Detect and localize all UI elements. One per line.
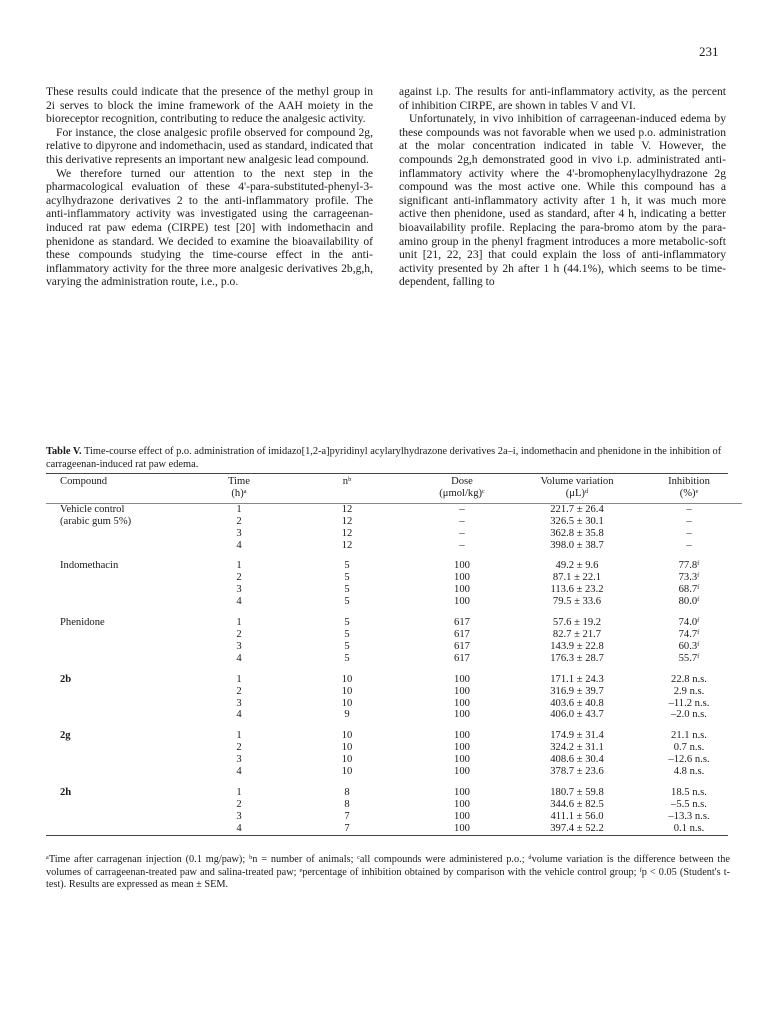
paragraph: against i.p. The results for anti-inflammatory activity, as the percent of inhibition CIRPE, are shown in tables V and VI. [399,85,726,112]
table-cell [46,799,190,811]
table-cell: 617 [454,640,470,652]
data-table [46,474,742,835]
table-caption [46,446,728,471]
table-cell: 4 [236,596,242,608]
header-cell: Inhibition (%)ᵉ [668,476,710,499]
table-row [46,653,742,665]
paragraph: For instance, the close analgesic profile observed for compound 2g, relative to dipyrone and indomethacin, used as standard, indicated that this derivative represents an important new analgesic lead compound. [46,125,373,166]
table-cell: 403.6 ± 40.8 [550,697,604,709]
table-cell: 5 [344,617,350,629]
table-row [46,584,742,596]
table-row [46,504,742,516]
table-row [46,516,742,528]
table-cell: – [459,527,465,539]
table-cell: 4 [236,822,242,834]
table-cell: 2 [236,515,242,527]
table-cell: 2h [60,786,72,798]
table-cell: 8 [344,786,350,798]
body-text [46,85,726,289]
table-cell: 10 [341,685,353,697]
header-cell: nᵇ [342,476,352,487]
table-cell: 171.1 ± 24.3 [550,673,604,685]
table-cell: 1 [236,673,242,685]
table-header [46,474,742,504]
paragraph: These results could indicate that the presence of the methyl group in 2i serves to block the imine framework of the AAH moiety in the bioreceptor recognition, contributing to reduce the analgesic activity. [46,85,373,126]
table-cell: 21.1 n.s. [671,730,707,742]
table-cell: 100 [454,709,470,721]
table-cell: 1 [236,786,242,798]
table-cell [46,742,190,754]
header-cell: Volume variation (μL)ᵈ [540,476,614,499]
table-cell: 2g [60,730,71,742]
table-body [46,504,742,835]
table-cell: 60.3ᶠ [678,640,700,652]
table-cell: 397.4 ± 52.2 [550,822,604,834]
table-cell: 57.6 ± 19.2 [552,617,602,629]
table-bottom-rule [46,835,728,836]
table-cell [46,766,190,778]
table-cell: 398.0 ± 38.7 [550,539,604,551]
table-cell: 174.9 ± 31.4 [550,730,604,742]
table-row [46,698,742,710]
table-cell: 176.3 ± 28.7 [550,652,604,664]
table-cell: 100 [454,810,470,822]
table-cell: 5 [344,584,350,596]
table-cell: 77.8ᶠ [678,560,700,572]
table-cell: 113.6 ± 23.2 [550,584,604,596]
table-cell: Indomethacin [60,560,119,572]
table-cell [46,698,190,710]
table-cell: 7 [344,810,350,822]
table-cell: 10 [341,766,353,778]
table-cell [46,641,190,653]
table-row [46,811,742,823]
table-cell: 1 [236,617,242,629]
table-cell: 4 [236,709,242,721]
table-cell: 12 [341,515,353,527]
table-cell: 5 [344,560,350,572]
table-cell: 87.1 ± 22.1 [552,572,602,584]
table-cell: 12 [341,539,353,551]
table-row [46,778,742,799]
left-column [46,85,373,289]
table-cell: 3 [236,697,242,709]
table-cell: 100 [454,572,470,584]
table-cell: –13.3 n.s. [668,810,710,822]
header-cell: Time (h)ᵃ [228,476,250,499]
table-row [46,641,742,653]
table-cell: 18.5 n.s. [671,786,707,798]
table-cell: 5 [344,652,350,664]
table-cell: 79.5 ± 33.6 [552,596,602,608]
header-cell: Compound [60,476,108,487]
table-cell: 2 [236,628,242,640]
paragraph: We therefore turned our attention to the next step in the pharmacological evaluation of these 4'-para-substituted-phenyl-3-acylhydrazone derivatives 2 to the anti-inflammatory profile. The anti-inflammatory activity was investigated using the carrageenan-induced rat paw edema (CIRPE) test [20] with indomethacin and phenidone as standard. We decided to examine the bioavailability of these compounds studying the time-course effect in the anti-inflammatory activity for the three more analgesic derivatives 2b,g,h, varying the administration route, i.e., p.o. [46,166,373,289]
table-cell: 100 [454,697,470,709]
table-cell: 4 [236,652,242,664]
table-footnote: ᵃTime after carragenan injection (0.1 mg/paw); ᵇn = number of animals; ᶜall compounds were administered p.o.; ᵈvolume variation is the difference between the volumes of carrageenan-treated paw and salina-treated paw; ᵉpercentage of inhibition obtained by comparison with the vehicle control group; ᶠp < 0.05 (Student's t-test). Results are expressed as mean ± SEM. [46,854,730,891]
table-cell: 4.8 n.s. [673,766,705,778]
table-cell [46,686,190,698]
table-cell: 1 [236,730,242,742]
table-cell: 100 [454,822,470,834]
table-cell: 10 [341,730,353,742]
table-cell: 10 [341,754,353,766]
table-cell: 5 [344,640,350,652]
table-row [46,823,742,835]
table-cell: Vehicle control [60,503,125,515]
table-row [46,540,742,552]
table-cell: 3 [236,527,242,539]
table-cell: 3 [236,754,242,766]
table-row [46,551,742,572]
table-cell: – [459,515,465,527]
table-cell: 49.2 ± 9.6 [555,560,599,572]
table-cell: 3 [236,584,242,596]
table-cell: 100 [454,754,470,766]
table-cell: 100 [454,685,470,697]
table-cell: 617 [454,628,470,640]
paragraph: Unfortunately, in vivo inhibition of carrageenan-induced edema by these compounds was not favorable when we used p.o. administration at the molar concentration indicated in table V. However, the compounds 2g,h demonstrated good in vivo i.p. administrated anti-inflammatory activity where the 4'-bromophenylacylhydrazone 2g compound was the most active one. While this compound has a significant anti-inflammatory activity after 1 h, it was much more active then phenidone, used as standard, after 4 h, indicating a better bioavailability profile. Replacing the para-bromo atom by the para-amino group in the phenyl fragment introduces a more metabolic-soft unit [21, 22, 23] that could explain the loss of anti-inflammatory activity presented by 2h after 1 h (44.1%), which seems to be time-dependent, falling to [399,112,726,289]
table-cell: 82.7 ± 21.7 [552,628,602,640]
table-cell: 344.6 ± 82.5 [550,798,604,810]
page-number: 231 [699,44,719,59]
table-cell: 100 [454,798,470,810]
table-cell: 73.3ᶠ [678,572,700,584]
table-cell: (arabic gum 5%) [60,515,132,527]
table-cell: 3 [236,640,242,652]
table-cell: 74.0ᶠ [678,617,700,629]
table-cell: 80.0ᶠ [678,596,700,608]
table-row [46,766,742,778]
table-cell [46,653,190,665]
table-cell: Phenidone [60,617,105,629]
table-row [46,721,742,742]
table-cell: 55.7ᶠ [678,652,700,664]
header-cell: Dose (μmol/kg)ᶜ [439,476,485,499]
table-cell: 143.9 ± 22.8 [550,640,604,652]
table-cell: 9 [344,709,350,721]
table-cell [46,754,190,766]
table-cell: –2.0 n.s. [671,709,707,721]
table-cell [46,596,190,608]
table-cell: 617 [454,652,470,664]
table-row [46,754,742,766]
table-cell: 5 [344,596,350,608]
table-cell: 74.7ᶠ [678,628,700,640]
table-cell [46,572,190,584]
table-cell: 406.0 ± 43.7 [550,709,604,721]
table-row [46,742,742,754]
table-cell: 100 [454,730,470,742]
table-cell: 100 [454,596,470,608]
table-cell: 316.9 ± 39.7 [550,685,604,697]
table-cell: 2 [236,685,242,697]
table-cell [46,709,190,721]
table-cell [46,528,190,540]
table-header-row [46,474,742,503]
table-row [46,528,742,540]
table-cell: – [686,539,692,551]
table-cell: 8 [344,798,350,810]
table-cell: 408.6 ± 30.4 [550,754,604,766]
table-cell: 100 [454,584,470,596]
table-row [46,629,742,641]
table-cell: 617 [454,617,470,629]
table-cell: 1 [236,503,242,515]
table-cell: 100 [454,742,470,754]
table-cell: 10 [341,697,353,709]
table-cell: – [686,503,692,515]
table-cell: 362.8 ± 35.8 [550,527,604,539]
table-cell: 3 [236,810,242,822]
table-cell: 0.1 n.s. [673,822,705,834]
table-cell: 2 [236,742,242,754]
table-cell: 10 [341,742,353,754]
table-cell [46,811,190,823]
table-cell: 180.7 ± 59.8 [550,786,604,798]
table-row [46,799,742,811]
table-row [46,572,742,584]
table-cell: 221.7 ± 26.4 [550,503,604,515]
table-cell: 324.2 ± 31.1 [550,742,604,754]
table-cell [46,823,190,835]
table-cell: 22.8 n.s. [671,673,707,685]
table-cell: 5 [344,628,350,640]
table-cell: 2b [60,673,72,685]
table-cell: 5 [344,572,350,584]
table-cell: – [686,527,692,539]
table-cell: 12 [341,527,353,539]
table-cell: 378.7 ± 23.6 [550,766,604,778]
table-cell: 100 [454,766,470,778]
table-cell: – [686,515,692,527]
right-column [399,85,726,289]
table-cell: – [459,539,465,551]
table-cell: 68.7ᶠ [678,584,700,596]
table-cell: 1 [236,560,242,572]
table-row [46,596,742,608]
table-cell: –5.5 n.s. [671,798,707,810]
table-cell [46,584,190,596]
table-cell [46,629,190,641]
table-cell: 7 [344,822,350,834]
table-cell: 326.5 ± 30.1 [550,515,604,527]
table-cell: 4 [236,539,242,551]
data-table-container [46,473,728,836]
table-cell: 2 [236,572,242,584]
table-cell: 10 [341,673,353,685]
table-label: Table V. [46,446,82,457]
table-cell [46,540,190,552]
table-cell: –11.2 n.s. [668,697,710,709]
table-cell: 411.1 ± 56.0 [550,810,604,822]
table-row [46,608,742,629]
table-row [46,665,742,686]
table-cell: 100 [454,560,470,572]
table-row [46,686,742,698]
table-cell: 2.9 n.s. [673,685,705,697]
table-cell: –12.6 n.s. [668,754,710,766]
table-cell: – [459,503,465,515]
table-cell: 100 [454,673,470,685]
table-cell: 12 [341,503,353,515]
table-cell: 4 [236,766,242,778]
table-cell: 2 [236,798,242,810]
table-row [46,709,742,721]
table-cell: 0.7 n.s. [673,742,705,754]
table-caption-text: Time-course effect of p.o. administration of imidazo[1,2-a]pyridinyl acylarylhydrazone derivatives 2a–i, indomethacin and phenidone in the inhibition of carrageenan-induced rat paw edema. [46,446,722,470]
table-cell: 100 [454,786,470,798]
